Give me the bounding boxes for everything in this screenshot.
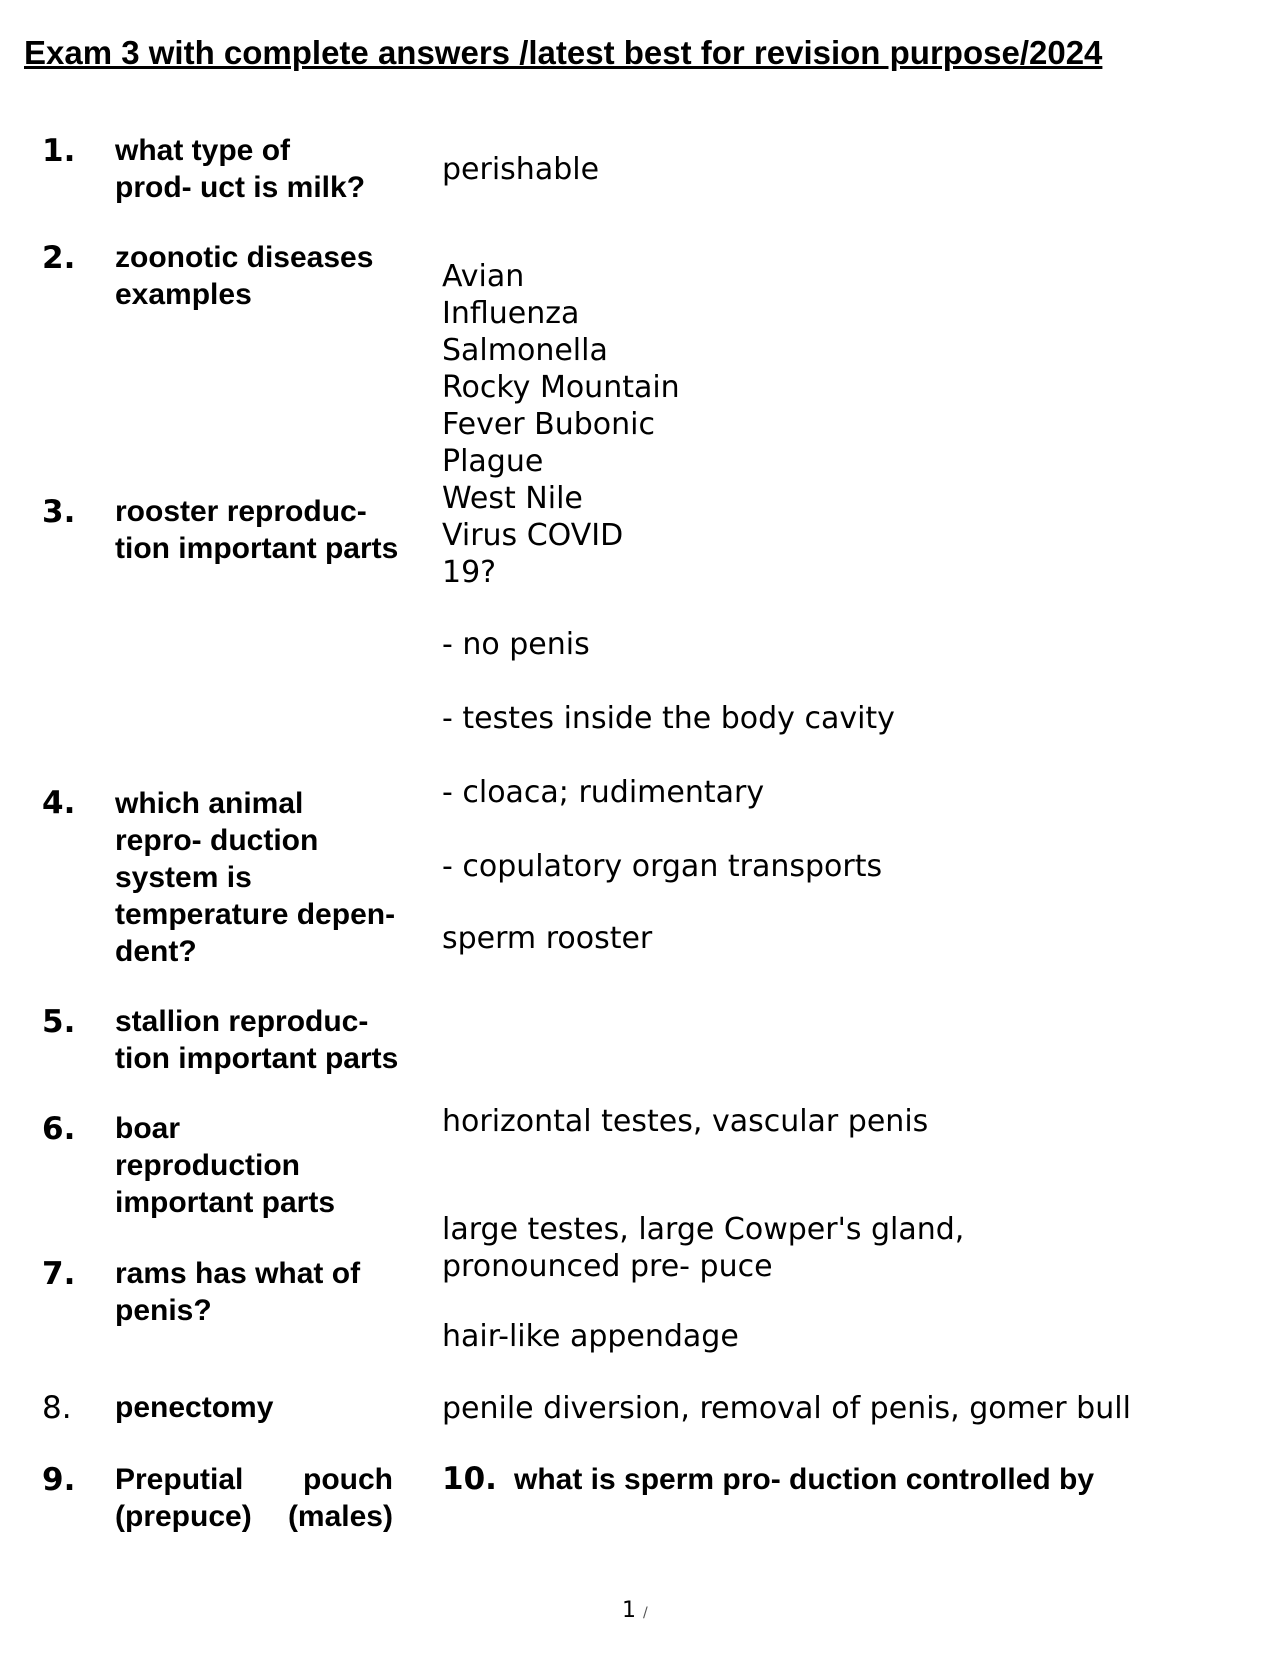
question-text: what type of prod- uct is milk? (115, 134, 366, 204)
question-text: boar reproduction important parts (115, 1112, 336, 1219)
question-text: what is sperm pro- duction controlled by (514, 1463, 1095, 1496)
question-text: stallion reproduc- tion important parts (115, 1005, 399, 1075)
answer-text: - cloaca; rudimentary (442, 775, 765, 810)
answer-text: perishable (442, 152, 600, 187)
answer-text: sperm rooster (442, 921, 653, 956)
answer-text: - no penis (442, 627, 590, 662)
answer-text: - copulatory organ transports (442, 849, 883, 884)
question-number: 7. (42, 1256, 76, 1292)
question-number: 10. (442, 1461, 497, 1497)
question-text: rooster reproduc- tion important parts (115, 495, 399, 565)
question-number: 8. (42, 1390, 72, 1426)
question-number: 2. (42, 240, 76, 276)
answer-text: large testes, large Cowper's gland, pronounced pre- puce (442, 1212, 965, 1284)
answer-text: horizontal testes, vascular penis (442, 1104, 929, 1139)
question-number: 9. (42, 1462, 76, 1498)
document-title: Exam 3 with complete answers /latest best for revision purpose/2024 (24, 34, 1103, 71)
question-text: Preputial pouch (prepuce) (males) (115, 1463, 393, 1533)
question-number: 1. (42, 133, 76, 169)
page-number: 1 (622, 1598, 636, 1623)
page-footer (622, 1598, 648, 1623)
question-number: 3. (42, 494, 76, 530)
page-separator: / (643, 1605, 648, 1621)
question-text: penectomy (115, 1391, 274, 1424)
question-number: 5. (42, 1004, 76, 1040)
question-text: rams has what of penis? (115, 1257, 361, 1327)
question-text: zoonotic diseases examples (115, 241, 374, 311)
answer-text: hair-like appendage (442, 1319, 739, 1354)
answer-text: Avian Influenza Salmonella Rocky Mountain Fever Bubonic Plague West Nile Virus COVID 19? (442, 259, 680, 590)
question-number: 4. (42, 785, 76, 821)
answer-text: penile diversion, removal of penis, gomer bull (442, 1391, 1131, 1426)
question-number: 6. (42, 1111, 76, 1147)
answer-text: - testes inside the body cavity (442, 701, 895, 736)
question-text: which animal repro- duction system is temperature depen- dent? (115, 787, 396, 968)
